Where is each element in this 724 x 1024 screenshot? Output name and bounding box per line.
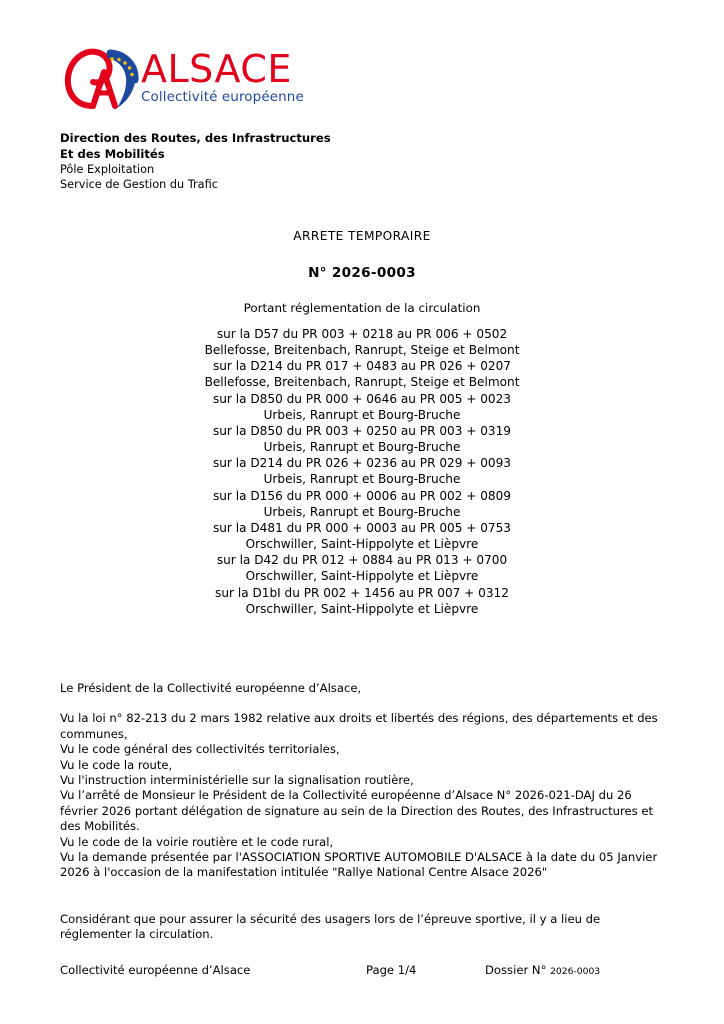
footer-dossier-number: 2026-0003 [550, 966, 601, 977]
service-unit: Service de Gestion du Trafic [60, 178, 218, 192]
alsace-logo-mark-icon [63, 46, 141, 112]
road-section-line: Bellefosse, Breitenbach, Ranrupt, Steige et Belmont [204, 343, 520, 358]
road-section-line: sur la D850 du PR 000 + 0646 au PR 005 + 0023 [212, 391, 512, 406]
vu-clause-6: Vu le code de la voirie routière et le code rural, [60, 834, 334, 849]
document-subject: Portant réglementation de la circulation [243, 301, 481, 315]
service-direction-line-2: Et des Mobilités [60, 146, 165, 161]
footer-organization: Collectivité européenne d’Alsace [60, 963, 251, 977]
vu-clause-2: Vu le code général des collectivités territoriales, [60, 742, 340, 757]
road-section-line: Urbeis, Ranrupt et Bourg-Bruche [263, 504, 461, 519]
road-section-line: sur la D156 du PR 000 + 0006 au PR 002 + 0809 [212, 488, 512, 503]
vu-clause-1: Vu la loi n° 82-213 du 2 mars 1982 relative aux droits et libertés des régions, des départements et des communes, [60, 711, 658, 741]
vu-clause-7: Vu la demande présentée par l'ASSOCIATION SPORTIVE AUTOMOBILE D'ALSACE à la date du 05 Janvier 2026 à l'occasion de la manifestation intitulée "Rallye National Centre Alsace 2026" [60, 850, 658, 880]
vu-clause-5: Vu l’arrêté de Monsieur le Président de la Collectivité européenne d’Alsace N° 2026-021-DAJ du 26 février 2026 portant délégation de signature au sein de la Direction des Routes, des Infrastructures et des Mobilités. [60, 788, 654, 834]
footer-page-number: Page 1/4 [366, 963, 417, 977]
road-section-line: Urbeis, Ranrupt et Bourg-Bruche [263, 407, 461, 422]
alsace-logo [63, 46, 323, 118]
service-pole: Pôle Exploitation [60, 163, 155, 176]
document-title-block [0, 228, 724, 315]
issuing-service-block [60, 131, 480, 193]
page-footer [60, 963, 667, 983]
alsace-logo-text [141, 48, 321, 105]
road-section-line: Bellefosse, Breitenbach, Ranrupt, Steige et Belmont [204, 375, 520, 390]
vu-clause-3: Vu le code la route, [60, 757, 173, 772]
road-section-line: sur la D57 du PR 003 + 0218 au PR 006 + 0502 [216, 327, 508, 341]
road-section-line: sur la D214 du PR 017 + 0483 au PR 026 + 0207 [212, 359, 512, 374]
road-section-line: Orschwiller, Saint-Hippolyte et Lièpvre [245, 537, 479, 552]
footer-dossier-label: Dossier N° [485, 963, 547, 977]
road-sections-list [0, 326, 724, 617]
service-direction-line-1: Direction des Routes, des Infrastructures [60, 131, 331, 145]
road-section-line: sur la D850 du PR 003 + 0250 au PR 003 + 0319 [212, 423, 512, 438]
road-section-line: sur la D481 du PR 000 + 0003 au PR 005 + 0753 [212, 520, 512, 535]
road-section-line: Orschwiller, Saint-Hippolyte et Lièpvre [245, 601, 479, 616]
document-body [60, 681, 667, 943]
considerant-clause: Considérant que pour assurer la sécurité des usagers lors de l’épreuve sportive, il y a lieu de réglementer la circulation. [60, 911, 601, 942]
road-section-line: Urbeis, Ranrupt et Bourg-Bruche [263, 472, 461, 487]
road-section-line: sur la D214 du PR 026 + 0236 au PR 029 + 0093 [212, 456, 512, 471]
road-section-line: Orschwiller, Saint-Hippolyte et Lièpvre [245, 569, 479, 584]
logo-wordmark: ALSACE [141, 47, 292, 91]
president-line: Le Président de la Collectivité européenne d’Alsace, [60, 681, 362, 695]
document-type-heading: ARRETE TEMPORAIRE [293, 229, 431, 243]
vu-clause-4: Vu l'instruction interministérielle sur la signalisation routière, [60, 773, 414, 788]
road-section-line: Urbeis, Ranrupt et Bourg-Bruche [263, 440, 461, 455]
logo-subtitle: Collectivité européenne [141, 89, 304, 105]
road-section-line: sur la D1bI du PR 002 + 1456 au PR 007 + 0312 [215, 585, 509, 600]
road-section-line: sur la D42 du PR 012 + 0884 au PR 013 + 0700 [216, 553, 508, 568]
document-number: N° 2026-0003 [308, 265, 416, 281]
footer-dossier [485, 963, 600, 977]
